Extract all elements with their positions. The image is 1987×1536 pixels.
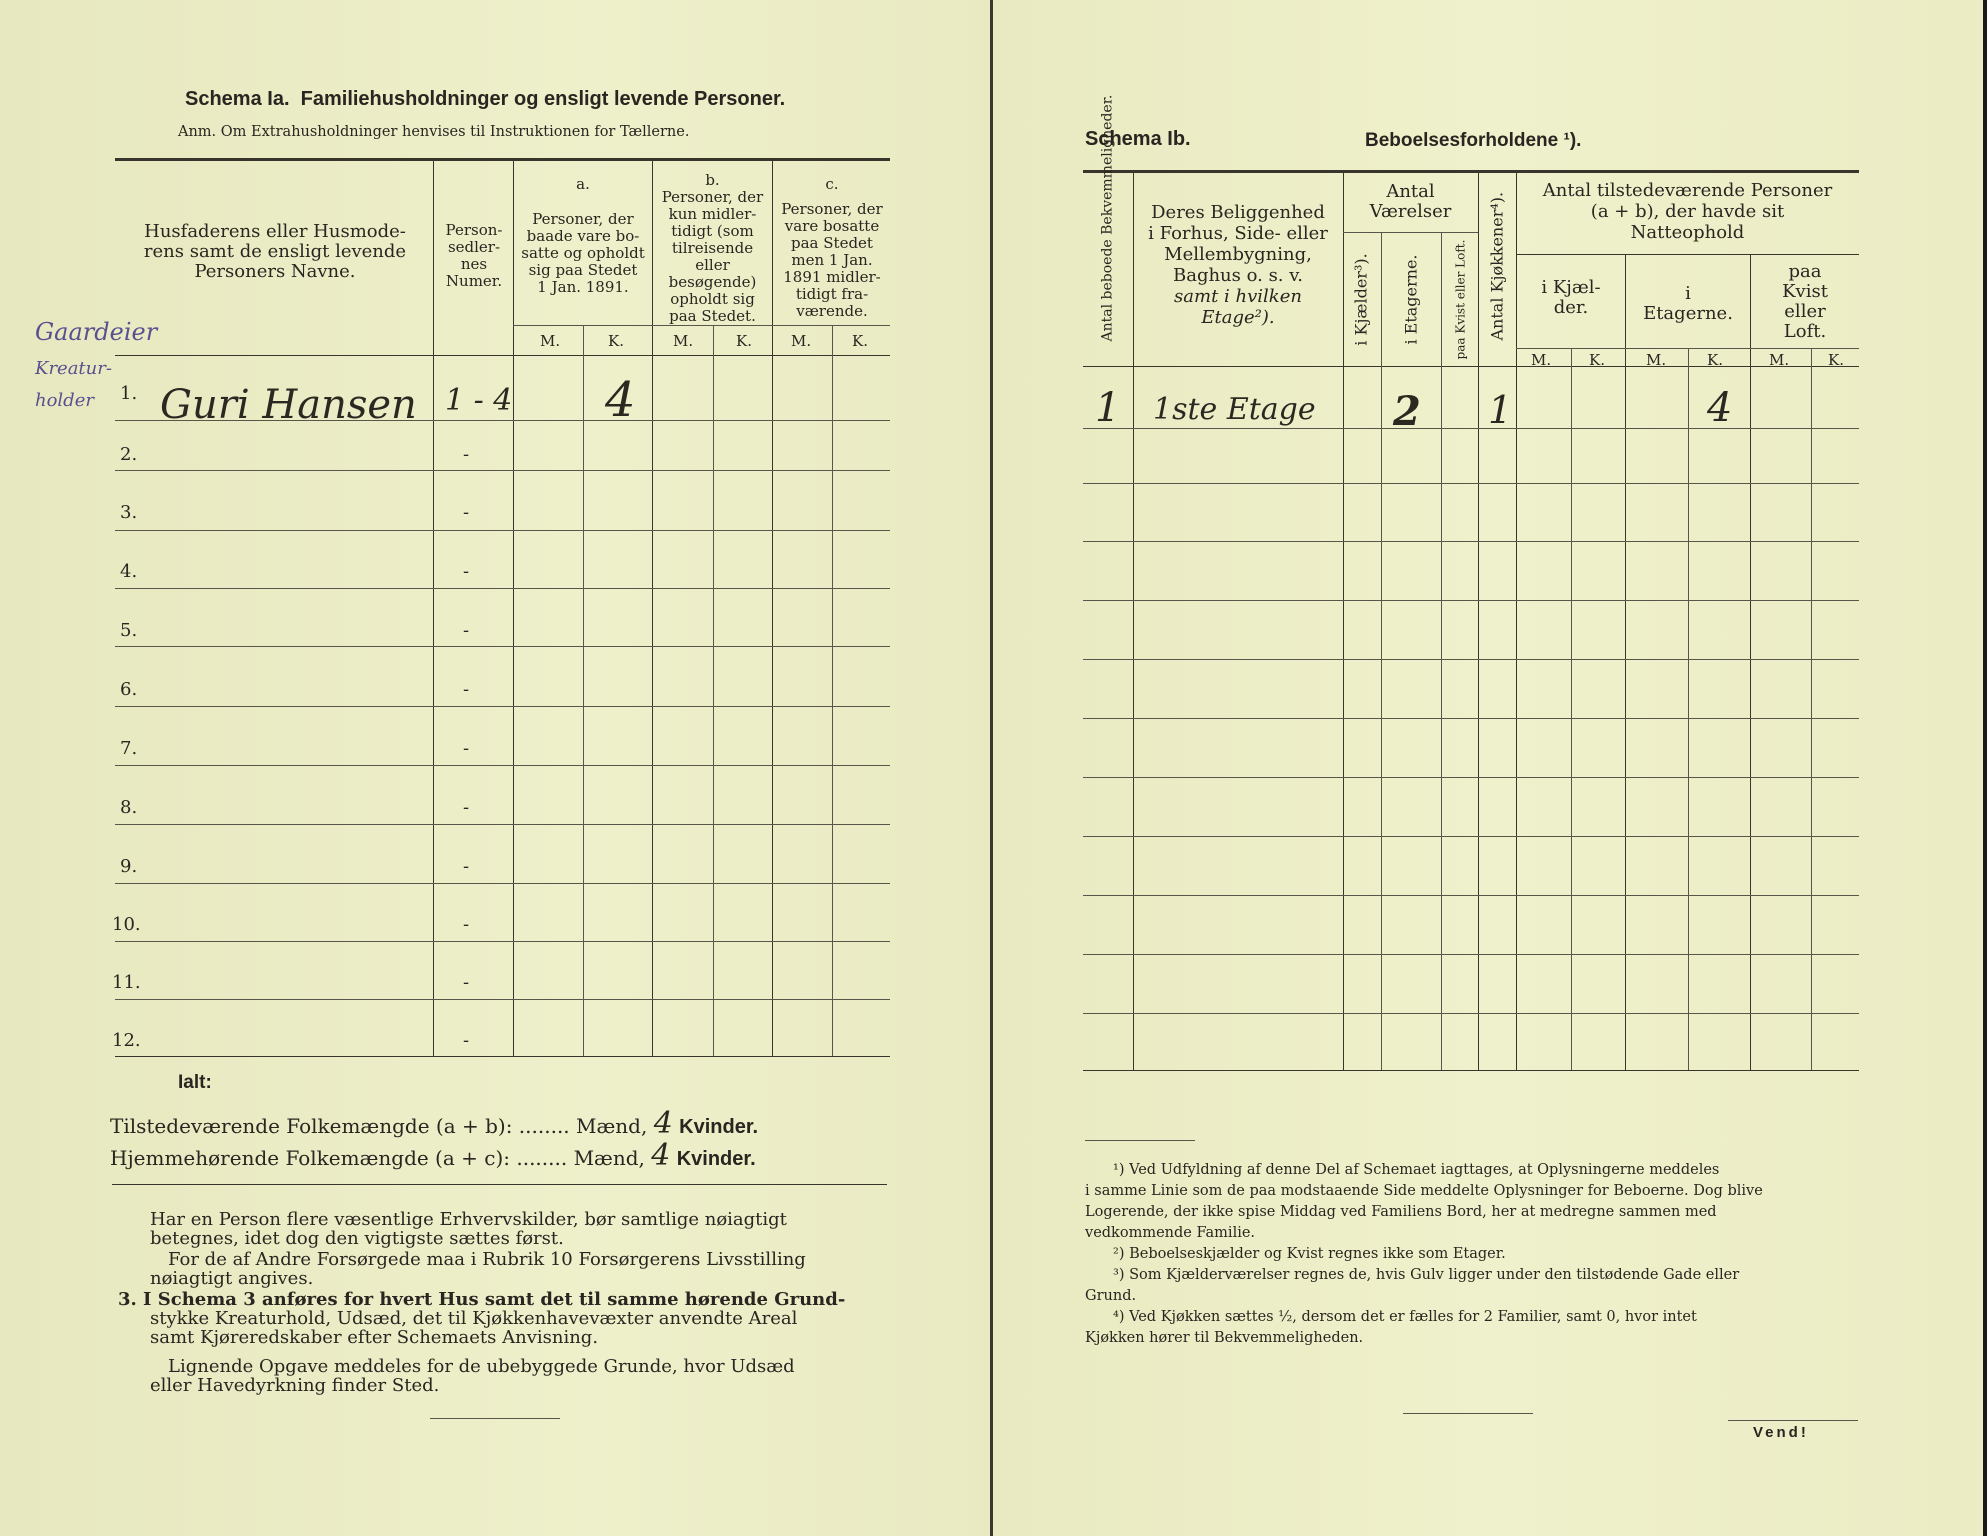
c-m-label: M. (791, 332, 812, 350)
col-num-header: Person- sedler- nes Numer. (445, 221, 503, 290)
col-divider (1811, 348, 1812, 1070)
mk-rule (1516, 348, 1859, 349)
row-person-num: 1 - 4 (445, 383, 513, 418)
col-divider (713, 325, 714, 1056)
row-rule (115, 470, 890, 471)
a-m-label: M. (540, 332, 561, 350)
schema-1a-note: Anm. Om Extrahusholdninger henvises til Instruktionen for Tællerne. (178, 124, 690, 140)
table-top-rule (1083, 170, 1859, 173)
left-page (0, 0, 990, 1536)
col-divider (1381, 232, 1382, 1070)
schema-1a-title: Schema Ia. Familiehusholdninger og ensligt levende Personer. (185, 88, 786, 110)
end-rule (1403, 1413, 1533, 1414)
margin-occupation-2: Kreatur- (35, 358, 112, 379)
row-person-num: - (463, 972, 470, 993)
vend-label: Vend! (1753, 1424, 1809, 1441)
row-number: 8. (120, 797, 138, 818)
row-number: 3. (120, 502, 138, 523)
sub-kvist-header: paa Kvist eller Loft. (1782, 261, 1828, 342)
row-rule (1083, 895, 1859, 896)
row-rule (1083, 777, 1859, 778)
row-name: Guri Hansen (160, 382, 417, 428)
row-person-num: - (463, 620, 470, 641)
margin-occupation-3: holder (35, 390, 94, 411)
kv-m-label: M. (1769, 351, 1790, 369)
col-c-header: c. Personer, der vare bosatte paa Stedet men 1 Jan. 1891 midler- tidigt fra- værende. (781, 175, 883, 320)
totals-rule (112, 1184, 887, 1185)
col-divider (832, 325, 833, 1056)
instruction-line: Har en Person flere væsentlige Erhvervskilder, bør samtlige nøiagtigt (150, 1209, 787, 1230)
col-divider (1571, 348, 1572, 1070)
row-number: 9. (120, 856, 138, 877)
pers-rule (1516, 254, 1859, 255)
row-rule (1083, 954, 1859, 955)
row-rule (115, 999, 890, 1000)
row-person-num: - (463, 856, 470, 877)
instruction-line: betegnes, idet dog den vigtigste sættes først. (150, 1228, 564, 1249)
row-rule (1083, 541, 1859, 542)
kj-k-label: K. (1589, 351, 1605, 369)
mk-rule (513, 325, 890, 326)
row1-beliggenhed: 1ste Etage (1153, 392, 1316, 427)
schema-1b-title: Schema Ib. (1085, 128, 1191, 150)
row-rule (115, 765, 890, 766)
row1-etagerne: 2 (1393, 388, 1421, 435)
col-kvist-header: paa Kvist eller Loft. (1453, 239, 1468, 360)
row-rule (1083, 659, 1859, 660)
table-bottom-rule (1083, 1070, 1859, 1071)
row-rule (115, 706, 890, 707)
row-rule (1083, 836, 1859, 837)
total-present-row: Tilstedeværende Folkemængde (a + b): ........ Mænd, 4 Kvinder. (110, 1106, 759, 1141)
sub-kjaelder-header: i Kjæl- der. (1541, 277, 1601, 318)
kv-k-label: K. (1828, 351, 1844, 369)
total-resident-value: 4 (651, 1138, 671, 1173)
row-rule (115, 824, 890, 825)
row-person-num: - (463, 502, 470, 523)
footnote-line: i samme Linie som de paa modstaaende Side meddelte Oplysninger for Beboerne. Dog blive (1085, 1183, 1763, 1199)
instruction-line: nøiagtigt angives. (150, 1268, 314, 1289)
col-name-header: Husfaderens eller Husmode- rens samt de ensligt levende Personers Navne. (143, 221, 407, 282)
instruction-line: For de af Andre Forsørgede maa i Rubrik 10 Forsørgerens Livsstilling (168, 1249, 806, 1270)
footnote-line: ³) Som Kjælderværelser regnes de, hvis Gulv ligger under den tilstødende Gade eller (1113, 1267, 1740, 1283)
vend-rule (1728, 1420, 1858, 1421)
footnote-line: ²) Beboelseskjælder og Kvist regnes ikke som Etager. (1113, 1246, 1506, 1262)
row-rule (1083, 428, 1859, 429)
col-pers-header: Antal tilstedeværende Personer (a + b), der havde sit Natteophold (1542, 180, 1833, 243)
header-bottom-rule (115, 355, 890, 356)
footnote-line: Grund. (1085, 1288, 1137, 1304)
row-rule (1083, 483, 1859, 484)
instruction-line: stykke Kreaturhold, Udsæd, det til Kjøkkenhavevæxter anvendte Areal (150, 1308, 798, 1329)
end-rule (430, 1418, 560, 1419)
total-present-value: 4 (653, 1106, 673, 1141)
c-k-label: K. (852, 332, 868, 350)
footnote-rule (1085, 1140, 1195, 1141)
row-rule (115, 646, 890, 647)
row-number: 2. (120, 444, 138, 465)
row1-etagerne-k: 4 (1707, 385, 1733, 431)
row-rule (1083, 718, 1859, 719)
instruction-line: eller Havedyrkning finder Sted. (150, 1375, 440, 1396)
instruction-line: samt Kjøreredskaber efter Schemaets Anvisning. (150, 1327, 599, 1348)
row-number: 6. (120, 679, 138, 700)
col-divider (1343, 170, 1344, 1070)
footnote-line: Logerende, der ikke spise Middag ved Familiens Bord, her at medregne sammen med (1085, 1204, 1717, 1220)
row1-kjokken: 1 (1488, 388, 1513, 432)
row-number: 7. (120, 738, 138, 759)
instruction-line: 3. I Schema 3 anføres for hvert Hus samt det til samme hørende Grund- (118, 1289, 846, 1310)
schema-1b-subtitle: Beboelsesforholdene ¹). (1365, 130, 1582, 151)
col-kjaelder-header: i Kjælder³). (1351, 253, 1371, 346)
row-rule (115, 588, 890, 589)
row-person-num: - (463, 914, 470, 935)
et-k-label: K. (1707, 351, 1723, 369)
row-rule (1083, 600, 1859, 601)
footnote-line: ⁴) Ved Kjøkken sættes ½, dersom det er fælles for 2 Familier, samt 0, hvor intet (1113, 1309, 1697, 1325)
col-divider (1478, 170, 1479, 1070)
header-bottom-rule (1083, 366, 1859, 367)
row-number: 4. (120, 561, 138, 582)
col-divider (1441, 232, 1442, 1070)
col-b-header: b. Personer, der kun midler- tidigt (som tilreisende eller besøgende) opholdt sig paa Stedet. (661, 171, 764, 325)
col-etagerne-header: i Etagerne. (1401, 254, 1421, 345)
row-person-num: - (463, 679, 470, 700)
table-bottom-rule (115, 1056, 890, 1057)
row-person-num: - (463, 444, 470, 465)
row-rule (115, 530, 890, 531)
footnotes (1085, 1160, 1861, 1349)
kj-m-label: M. (1531, 351, 1552, 369)
row-person-num: - (463, 561, 470, 582)
row-rule (115, 883, 890, 884)
col-divider (1750, 254, 1751, 1070)
row-a-k: 4 (605, 372, 636, 428)
col-bekv-header: Antal beboede Bekvemmeligheder. (1099, 94, 1116, 342)
footnote-line: ¹) Ved Udfyldning af denne Del af Schemaet iagttages, at Oplysningerne meddeles (1113, 1162, 1720, 1178)
et-m-label: M. (1646, 351, 1667, 369)
ialt-label: Ialt: (178, 1072, 212, 1093)
col-divider (1688, 348, 1689, 1070)
row-person-num: - (463, 738, 470, 759)
table-top-rule (115, 158, 890, 161)
b-m-label: M. (673, 332, 694, 350)
row-number: 11. (112, 972, 141, 993)
row-number: 5. (120, 620, 138, 641)
row-number: 12. (112, 1030, 141, 1051)
footnote-line: vedkommende Familie. (1085, 1225, 1256, 1241)
instruction-line: Lignende Opgave meddeles for de ubebyggede Grunde, hvor Udsæd (168, 1356, 795, 1377)
row-person-num: - (463, 1030, 470, 1051)
a-k-label: K. (608, 332, 624, 350)
row-rule (115, 420, 890, 421)
row-person-num: - (463, 797, 470, 818)
col-kjokken-header: Antal Kjøkkener⁴). (1487, 191, 1507, 341)
sub-etagerne-header: i Etagerne. (1643, 283, 1733, 324)
right-page (993, 0, 1983, 1536)
footnote-line: Kjøkken hører til Bekvemmeligheden. (1085, 1330, 1364, 1346)
col-divider (583, 325, 584, 1056)
vaer-rule (1343, 232, 1478, 233)
col-divider (433, 158, 434, 1056)
col-divider (1625, 254, 1626, 1070)
col-belig-header: Deres Beliggenhed i Forhus, Side- eller Mellembygning, Baghus o. s. v. samt i hvilken Etage²). (1148, 202, 1328, 328)
row-number: 1. (120, 383, 138, 404)
row-rule (1083, 1013, 1859, 1014)
col-vaer-header: Antal Værelser (1369, 181, 1452, 222)
b-k-label: K. (736, 332, 752, 350)
total-resident-row: Hjemmehørende Folkemængde (a + c): ........ Mænd, 4 Kvinder. (110, 1138, 756, 1173)
row1-bekv: 1 (1095, 385, 1121, 431)
scan-edge (1983, 0, 1987, 1536)
row-number: 10. (112, 914, 141, 935)
margin-occupation-1: Gaardeier (35, 318, 158, 346)
col-a-header: a. Personer, der baade vare bo- satte og opholdt sig paa Stedet 1 Jan. 1891. (521, 175, 645, 296)
row-rule (115, 941, 890, 942)
